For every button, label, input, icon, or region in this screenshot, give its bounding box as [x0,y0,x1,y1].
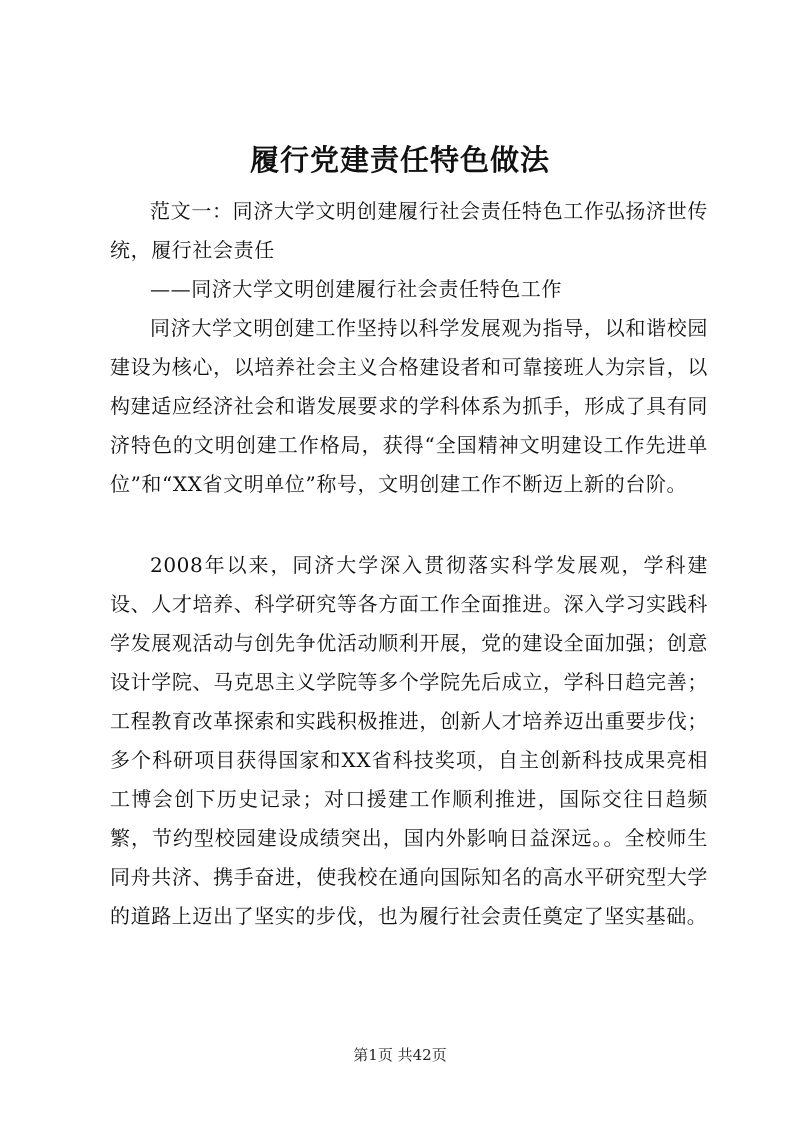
paragraph-body-2: 2008年以来，同济大学深入贯彻落实科学发展观，学科建设、人才培养、科学研究等各方面工作全面推进。深入学习实践科学发展观活动与创先争优活动顺利开展，党的建设全面加强；创意设计学院、马克思主义学院等多个学院先后成立，学科日趋完善；工程教育改革探索和实践积极推进，创新人才培养迈出重要步伐；多个科研项目获得国家和XX省科技奖项，自主创新科技成果亮相工博会创下历史记录；对口援建工作顺利推进，国际交往日趋频繁，节约型校园建设成绩突出，国内外影响日益深远。。全校师生同舟共济、携手奋进，使我校在通向国际知名的高水平研究型大学的道路上迈出了坚实的步伐，也为履行社会责任奠定了坚实基础。 [110,553,708,928]
paragraph-subtitle: ——同济大学文明创建履行社会责任特色工作 [150,277,562,301]
page-footer: 第1页 共42页 [353,1046,447,1064]
paragraph-body-1: 同济大学文明创建工作坚持以科学发展观为指导，以和谐校园建设为核心，以培养社会主义合格建设者和可靠接班人为宗旨，以构建适应经济社会和谐发展要求的学科体系为抓手，形成了具有同济特色的文明创建工作格局，获得“全国精神文明建设工作先进单位”和“XX省文明单位”称号，文明创建工作不断迈上新的台阶。 [110,316,708,496]
paragraph-sample-heading: 范文一：同济大学文明创建履行社会责任特色工作弘扬济世传统，履行社会责任 [110,199,708,262]
document-title: 履行党建责任特色做法 [249,143,550,177]
